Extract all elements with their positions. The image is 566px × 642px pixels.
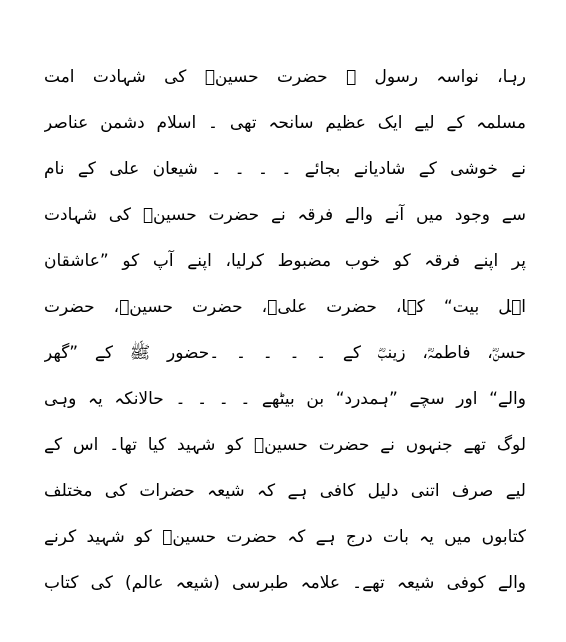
text-line-2: مسلمہ کے لیے ایک عظیم سانحہ تھی ۔ اسلام دشمن عناصر bbox=[44, 113, 526, 133]
text-line-3: نے خوشی کے شادیانے بجائے ۔ ۔ ۔ ۔ شیعان علی کے نام bbox=[44, 159, 526, 179]
text-line-7: حسنؓ، فاطمہؓ، زینبؓ کے ۔ ۔ ۔ ۔ ۔حضور ﷺ کے ”گھر bbox=[44, 343, 526, 363]
text-line-4: سے وجود میں آنے والے فرقہ نے حضرت حسینؓ کی شہادت bbox=[44, 205, 526, 225]
text-line-5: پر اپنے فرقہ کو خوب مضبوط کرلیا، اپنے آپ کو ”عاشقان bbox=[44, 251, 526, 271]
text-line-10: لیے صرف اتنی دلیل کافی ہے کہ شیعہ حضرات کی مختلف bbox=[44, 481, 526, 501]
urdu-text-block bbox=[44, 62, 526, 614]
text-line-1: رہا، نواسہ رسول ﷺ حضرت حسینؓ کی شہادت امت bbox=[44, 67, 526, 87]
text-line-12: والے کوفی شیعہ تھے۔ علامہ طبرسی (شیعہ عالم) کی کتاب bbox=[44, 573, 526, 593]
text-line-9: لوگ تھے جنہوں نے حضرت حسینؓ کو شہید کیا تھا۔ اس کے bbox=[44, 435, 526, 455]
text-line-8: والے“ اور سچے ”ہمدرد“ بن بیٹھے ۔ ۔ ۔ ۔ حالانکہ یہ وہی bbox=[44, 389, 526, 409]
text-line-6: اہل بیت“ کہا، حضرت علیؓ، حضرت حسینؓ، حضرت bbox=[44, 297, 526, 317]
text-line-11: کتابوں میں یہ بات درج ہے کہ حضرت حسینؓ کو شہید کرنے bbox=[44, 527, 526, 547]
